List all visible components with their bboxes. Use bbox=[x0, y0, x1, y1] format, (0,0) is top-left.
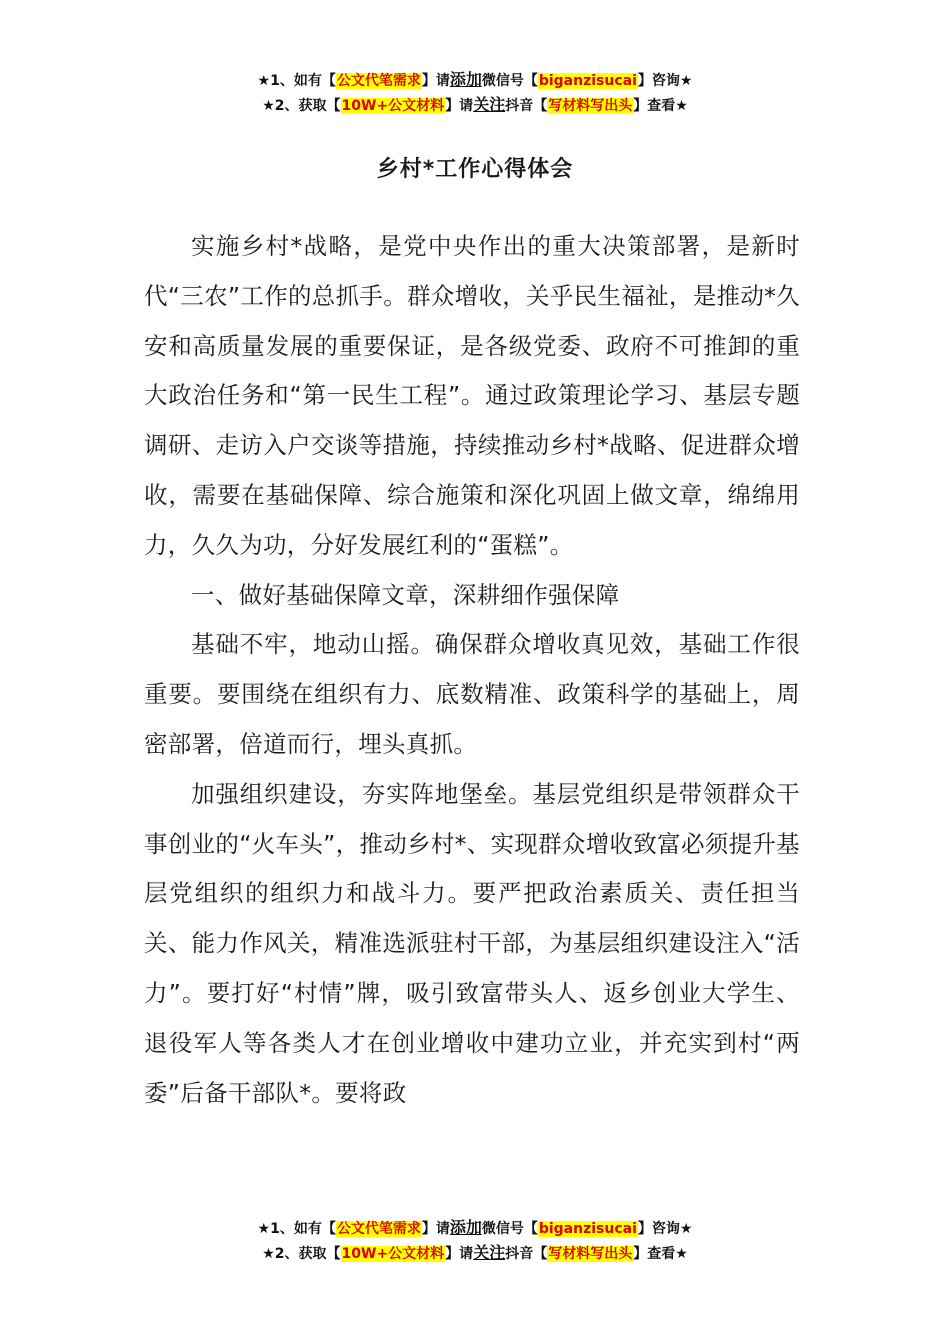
promo-line-1: ★1、如有【公文代笔需求】请添加微信号【biganzisucai】咨询★ bbox=[257, 70, 693, 89]
highlight-service: 公文代笔需求 bbox=[336, 1221, 421, 1237]
promo-line-2: ★2、获取【10W+公文材料】请关注抖音【写材料写出头】查看★ bbox=[262, 95, 688, 114]
paragraph-foundation: 基础不牢，地动山摇。确保群众增收真见效，基础工作很重要。要围绕在组织有力、底数精准、政策科学的基础上，周密部署，倍道而行，埋头真抓。 bbox=[144, 630, 800, 758]
footer-promo-banner bbox=[0, 1216, 950, 1266]
document-title: 乡村*工作心得体会 bbox=[376, 157, 574, 182]
section-heading-1: 一、做好基础保障文章，深耕细作强保障 bbox=[191, 580, 620, 609]
underlined-follow: 关注 bbox=[473, 95, 506, 114]
paragraph-intro: 实施乡村*战略，是党中央作出的重大决策部署，是新时代“三农”工作的总抓手。群众增收，关乎民生福祉，是推动*久安和高质量发展的重要保证，是各级党委、政府不可推卸的重大政治任务和“第一民生工程”。通过政策理论学习、基层专题调研、走访入户交谈等措施，持续推动乡村*战略、促进群众增收，需要在基础保障、综合施策和深化巩固上做文章，绵绵用力，久久为功，分好发展红利的“蛋糕”。 bbox=[144, 232, 800, 559]
document-body bbox=[144, 222, 800, 1118]
header-promo-banner bbox=[0, 68, 950, 118]
highlight-service: 公文代笔需求 bbox=[336, 73, 421, 89]
promo-line-1: ★1、如有【公文代笔需求】请添加微信号【biganzisucai】咨询★ bbox=[257, 1218, 693, 1237]
promo-line-2: ★2、获取【10W+公文材料】请关注抖音【写材料写出头】查看★ bbox=[262, 1243, 688, 1262]
paragraph-organization: 加强组织建设，夯实阵地堡垒。基层党组织是带领群众干事创业的“火车头”，推动乡村*、实现群众增收致富必须提升基层党组织的组织力和战斗力。要严把政治素质关、责任担当关、能力作风关，精准选派驻村干部，为基层组织建设注入“活力”。要打好“村情”牌，吸引致富带头人、返乡创业大学生、退役军人等各类人才在创业增收中建功立业，并充实到村“两委”后备干部队*。要将政 bbox=[144, 779, 800, 1107]
underlined-add: 添加 bbox=[449, 1218, 482, 1237]
highlight-materials: 10W+公文材料 bbox=[341, 1246, 445, 1262]
highlight-materials: 10W+公文材料 bbox=[341, 98, 445, 114]
highlight-douyin-name: 写材料写出头 bbox=[548, 1246, 633, 1262]
highlight-douyin-name: 写材料写出头 bbox=[548, 98, 633, 114]
underlined-add: 添加 bbox=[449, 70, 482, 89]
highlight-wechat-id: biganzisucai bbox=[538, 1221, 637, 1237]
highlight-wechat-id: biganzisucai bbox=[538, 73, 637, 89]
underlined-follow: 关注 bbox=[473, 1243, 506, 1262]
